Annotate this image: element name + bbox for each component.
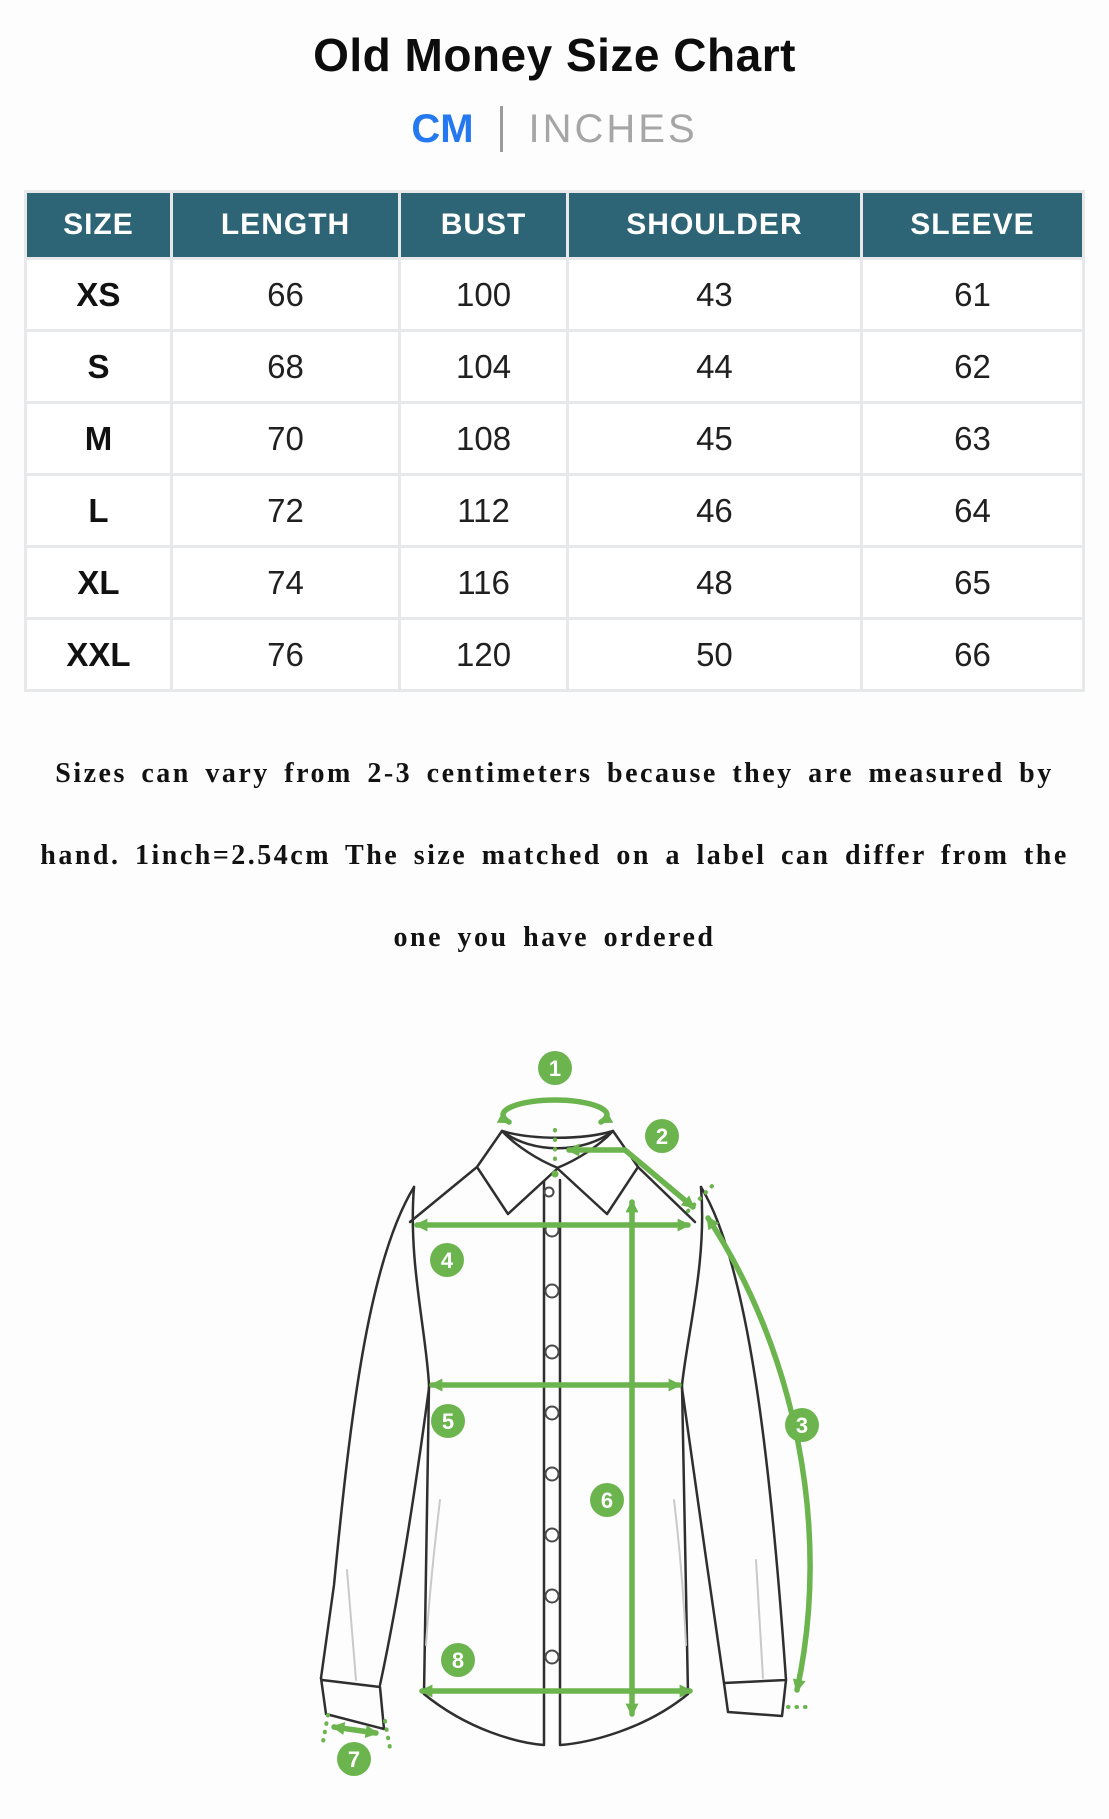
unit-option-cm[interactable]: CM: [411, 106, 474, 151]
cell-bust: 120: [401, 620, 566, 689]
svg-text:6: 6: [600, 1488, 614, 1513]
measurement-arrows: [323, 1100, 810, 1748]
cell-length: 76: [173, 620, 398, 689]
svg-text:1: 1: [548, 1056, 562, 1081]
cuff-measure-arrow: [334, 1727, 376, 1733]
column-header-sleeve: SLEEVE: [863, 193, 1082, 257]
marker-8: [441, 1643, 475, 1677]
unit-option-inches[interactable]: INCHES: [528, 106, 698, 151]
column-header-length: LENGTH: [173, 193, 398, 257]
cell-sleeve: 63: [863, 404, 1082, 473]
cell-sleeve: 64: [863, 476, 1082, 545]
column-header-size: SIZE: [27, 193, 170, 257]
table-row: [27, 404, 1082, 473]
marker-3: [785, 1408, 819, 1442]
marker-5: [431, 1404, 465, 1438]
cell-bust: 112: [401, 476, 566, 545]
table-row: [27, 620, 1082, 689]
cell-bust: 104: [401, 332, 566, 401]
svg-text:5: 5: [441, 1409, 455, 1434]
svg-text:7: 7: [347, 1747, 361, 1772]
column-header-bust: BUST: [401, 193, 566, 257]
cell-shoulder: 48: [569, 548, 860, 617]
cell-size: XL: [27, 548, 170, 617]
marker-7: [337, 1742, 371, 1776]
marker-2: [645, 1119, 679, 1153]
marker-6: [590, 1483, 624, 1517]
column-header-shoulder: SHOULDER: [569, 193, 860, 257]
page-title: Old Money Size Chart: [313, 29, 796, 81]
cell-length: 70: [173, 404, 398, 473]
unit-toggle-divider: [500, 106, 503, 152]
table-row: [27, 260, 1082, 329]
cell-length: 74: [173, 548, 398, 617]
svg-text:8: 8: [451, 1648, 465, 1673]
cell-length: 66: [173, 260, 398, 329]
note-line: one you have ordered: [393, 922, 716, 953]
cell-sleeve: 62: [863, 332, 1082, 401]
svg-text:3: 3: [795, 1413, 809, 1438]
sizing-note: [40, 752, 1069, 998]
shirt-buttons: [545, 1188, 559, 1664]
cell-bust: 108: [401, 404, 566, 473]
unit-toggle: [0, 106, 1109, 152]
table-row: [27, 332, 1082, 401]
note-line: hand. 1inch=2.54cm The size matched on a label can differ from the: [40, 840, 1069, 871]
cell-size: L: [27, 476, 170, 545]
marker-1: [538, 1051, 572, 1085]
size-chart-table: [24, 190, 1085, 692]
cell-sleeve: 61: [863, 260, 1082, 329]
cell-size: XS: [27, 260, 170, 329]
note-line: Sizes can vary from 2-3 centimeters because they are measured by: [55, 758, 1054, 789]
cell-size: M: [27, 404, 170, 473]
table-row: [27, 548, 1082, 617]
table-row: [27, 476, 1082, 545]
cell-sleeve: 65: [863, 548, 1082, 617]
cell-shoulder: 43: [569, 260, 860, 329]
marker-4: [430, 1243, 464, 1277]
cell-size: S: [27, 332, 170, 401]
cell-size: XXL: [27, 620, 170, 689]
cell-shoulder: 46: [569, 476, 860, 545]
table-header-row: [27, 193, 1082, 257]
cell-bust: 100: [401, 260, 566, 329]
shirt-measurement-diagram: [250, 1030, 870, 1800]
cell-shoulder: 44: [569, 332, 860, 401]
svg-text:2: 2: [655, 1124, 669, 1149]
svg-text:4: 4: [440, 1248, 454, 1273]
cell-sleeve: 66: [863, 620, 1082, 689]
neck-measure-arc: [503, 1100, 607, 1122]
cell-shoulder: 45: [569, 404, 860, 473]
cell-bust: 116: [401, 548, 566, 617]
cell-length: 72: [173, 476, 398, 545]
cell-shoulder: 50: [569, 620, 860, 689]
cell-length: 68: [173, 332, 398, 401]
